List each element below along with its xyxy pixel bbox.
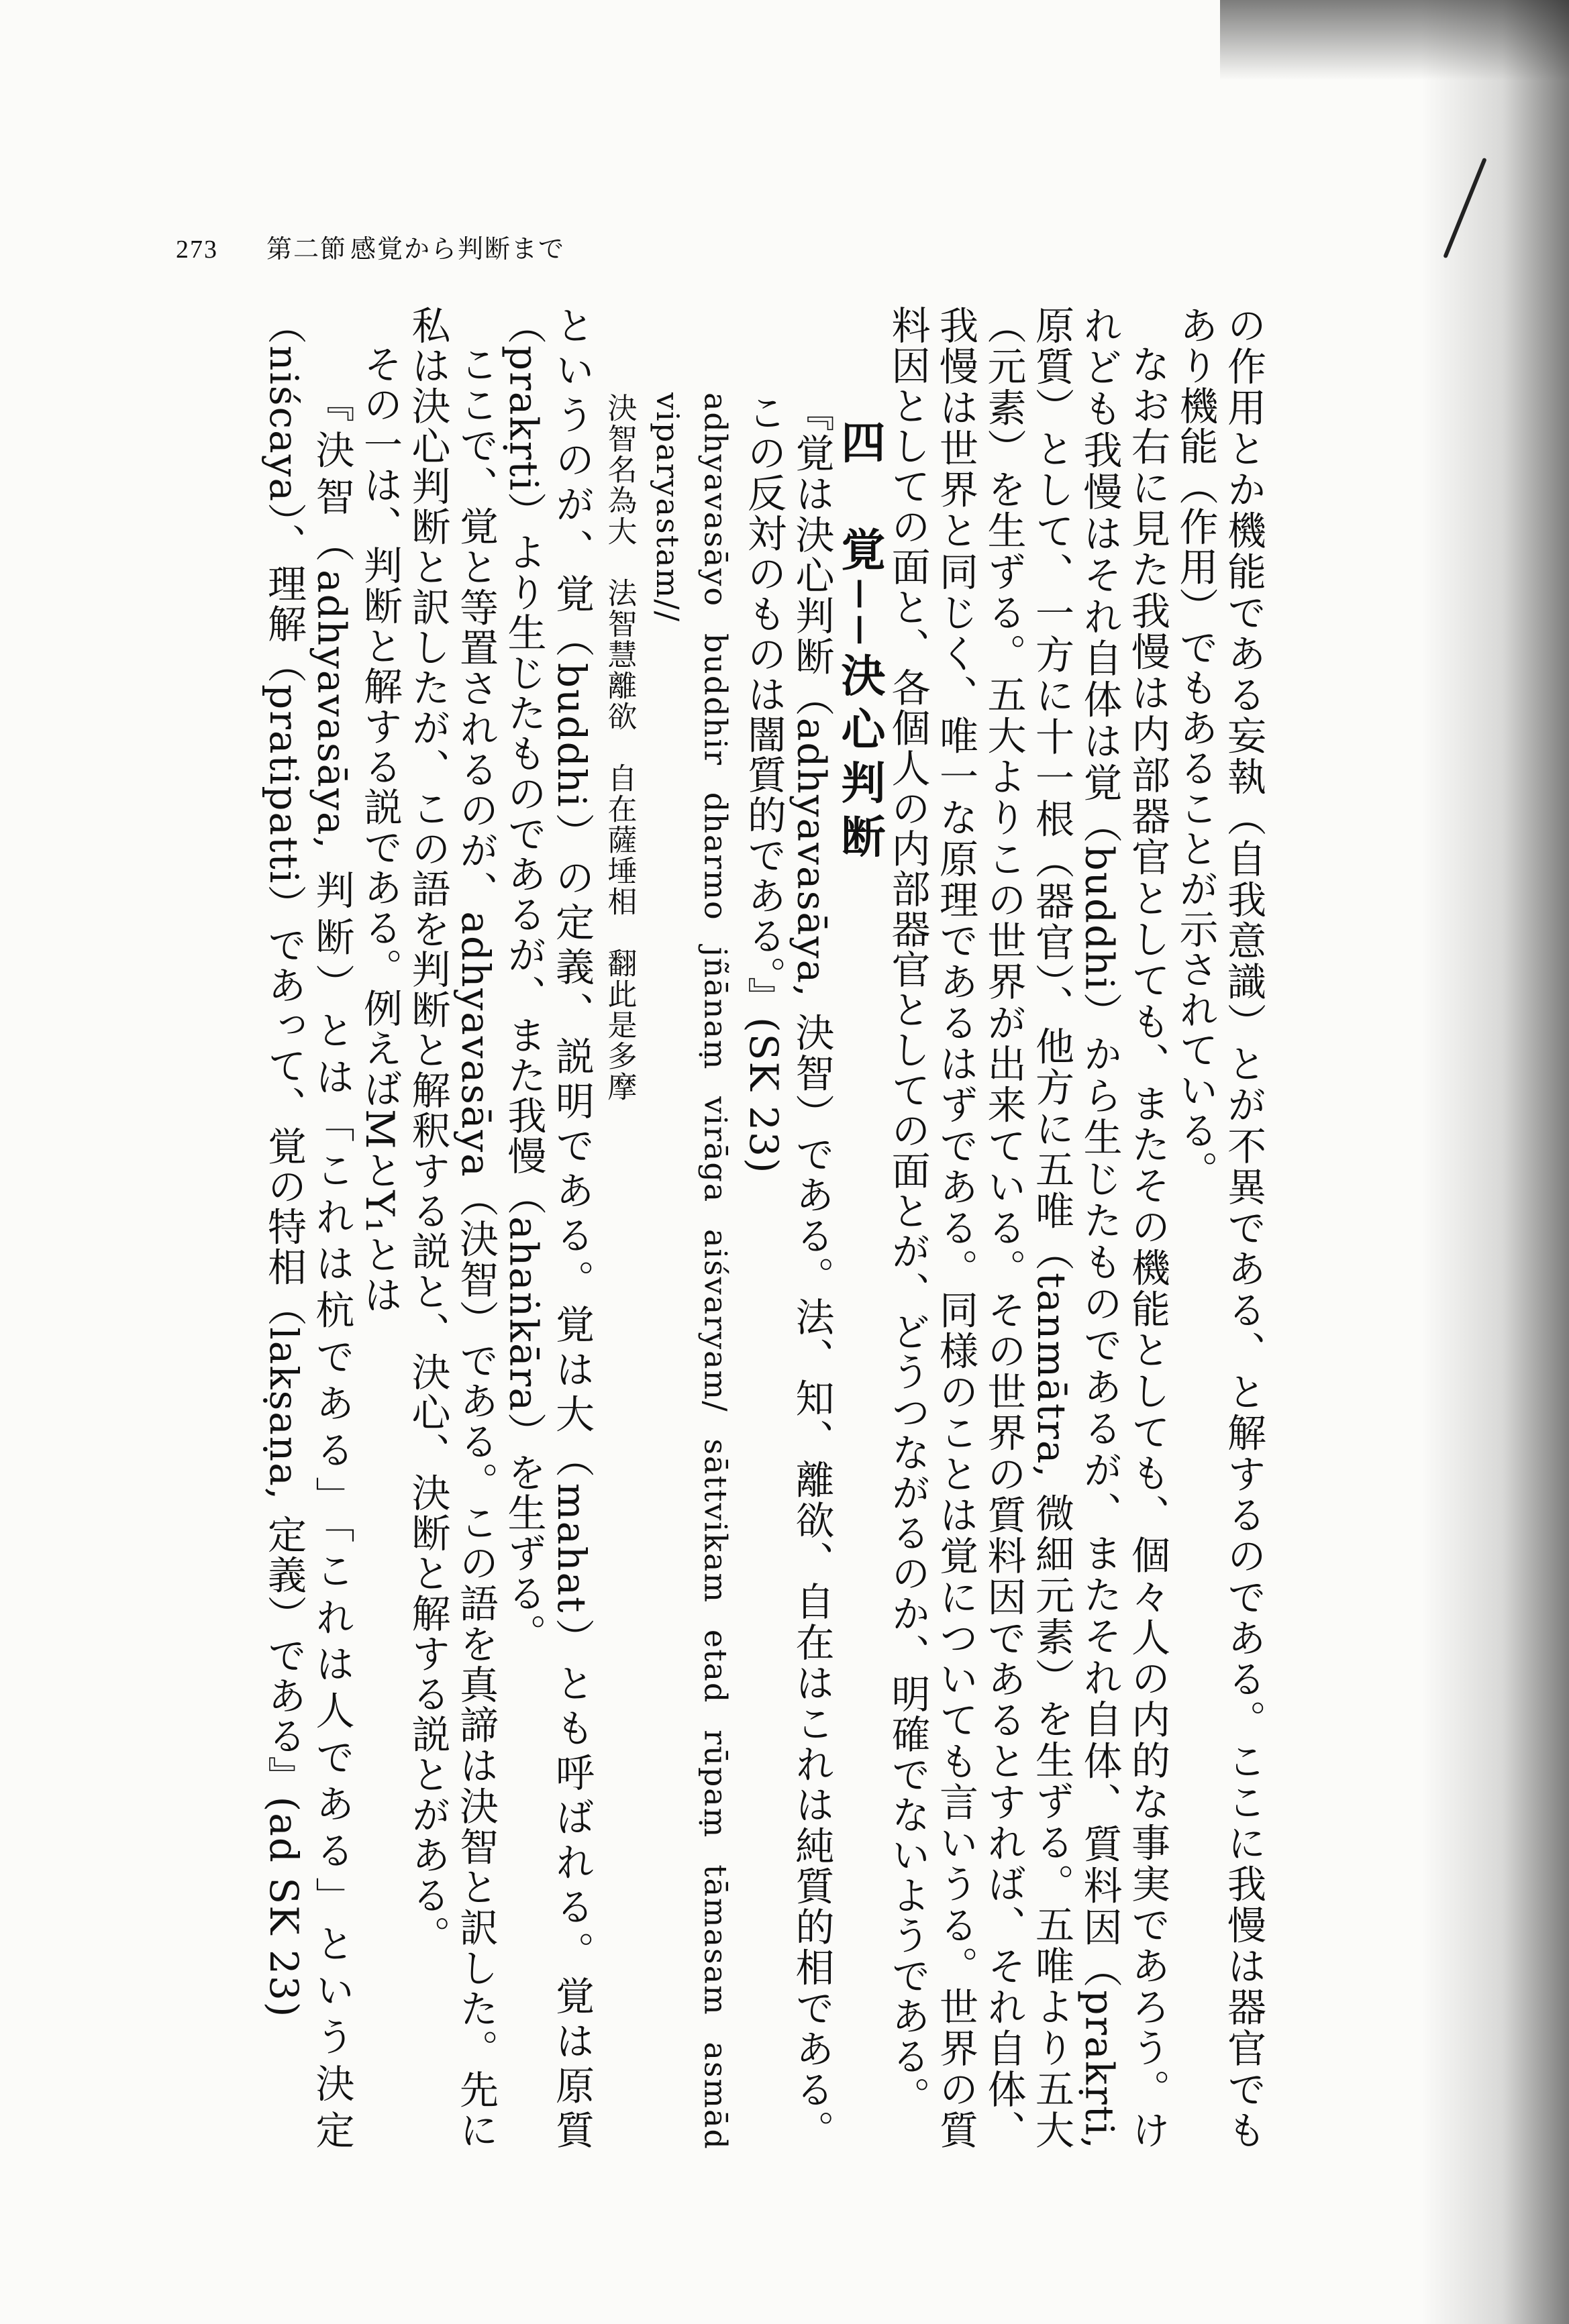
chapter-title: 感覚から判断まで bbox=[350, 234, 566, 264]
paragraph-5: その一は、判断と解する説である。例えばMとY₁とは bbox=[357, 344, 403, 1315]
page-edge-shadow bbox=[1421, 0, 1569, 2324]
paragraph-2: なお右に見た我慢は内部器官としても、またその機能としても、個々人の内的な事実であろう。けれども我慢はそれ自体は覚（buddhi）から生じたものであるが、またそれ自体、質料因（prakṛti, 原質）として、一方に十一根（器官）、他方に五唯（tanmātra, 微細元素）を生ずる。五唯より五大（元素）を生ずる。五大よりこの世界が出来ている。その世界の質料因であるとすれば、それ自体、我慢は世界と同じく、唯一な原理であるはずである。同様のことは覚についても言いうる。世界の質料因としての面と、各個人の内部器官としての面とが、どうつながるのか、明確でないようである。 bbox=[884, 305, 1170, 2150]
paragraph-4: ここで、覚と等置されるのが、adhyavasāya（決智）である。この語を真諦は決智と訳した。先に私は決心判断と訳したが、この語を判断と解釈する説と、決心、決断と解する説とがある。 bbox=[405, 305, 499, 2150]
page-corner-shadow bbox=[1220, 0, 1569, 81]
sanskrit-verse: adhyavasāyo buddhir dharmo jñānaṃ virāga aiśvaryam/ sāttvikam etad rūpaṃ tāmasam asmād viparyastam// bbox=[650, 392, 734, 2150]
chinese-translation: 決智名為大 法智慧離欲 自在薩埵相 翻此是多摩 bbox=[602, 392, 637, 1102]
running-header bbox=[176, 228, 565, 265]
paragraph-6: 『決智（adhyavasāya, 判断）とは「これは杭である」「これは人である」という決定（niścaya）、理解（pratipatti）であって、覚の特相（lakṣaṇa, 定義）である』(ad SK 23) bbox=[261, 305, 355, 2150]
paragraph-1: の作用とか機能である妄執（自我意識）とが不異である、と解するのである。ここに我慢は器官でもあり機能（作用）でもあることが示されている。 bbox=[1172, 305, 1266, 2150]
section-label: 第二節 bbox=[266, 234, 348, 264]
vertical-body-text bbox=[153, 305, 1267, 2150]
section-heading: 四 覚──決心判断 bbox=[833, 419, 886, 867]
paragraph-3: というのが、覚（buddhi）の定義、説明である。覚は大（mahat）とも呼ばれる。覚は原質（prakṛti）より生じたものであるが、また我慢（ahaṅkāra）を生ずる。 bbox=[501, 305, 595, 2150]
quotation: 『覚は決心判断（adhyavasāya, 決智）である。法、知、離欲、自在はこれは純質的相である。この反対のものは闇質的である。』(SK 23) bbox=[741, 392, 835, 2150]
page-number: 273 bbox=[176, 235, 218, 264]
